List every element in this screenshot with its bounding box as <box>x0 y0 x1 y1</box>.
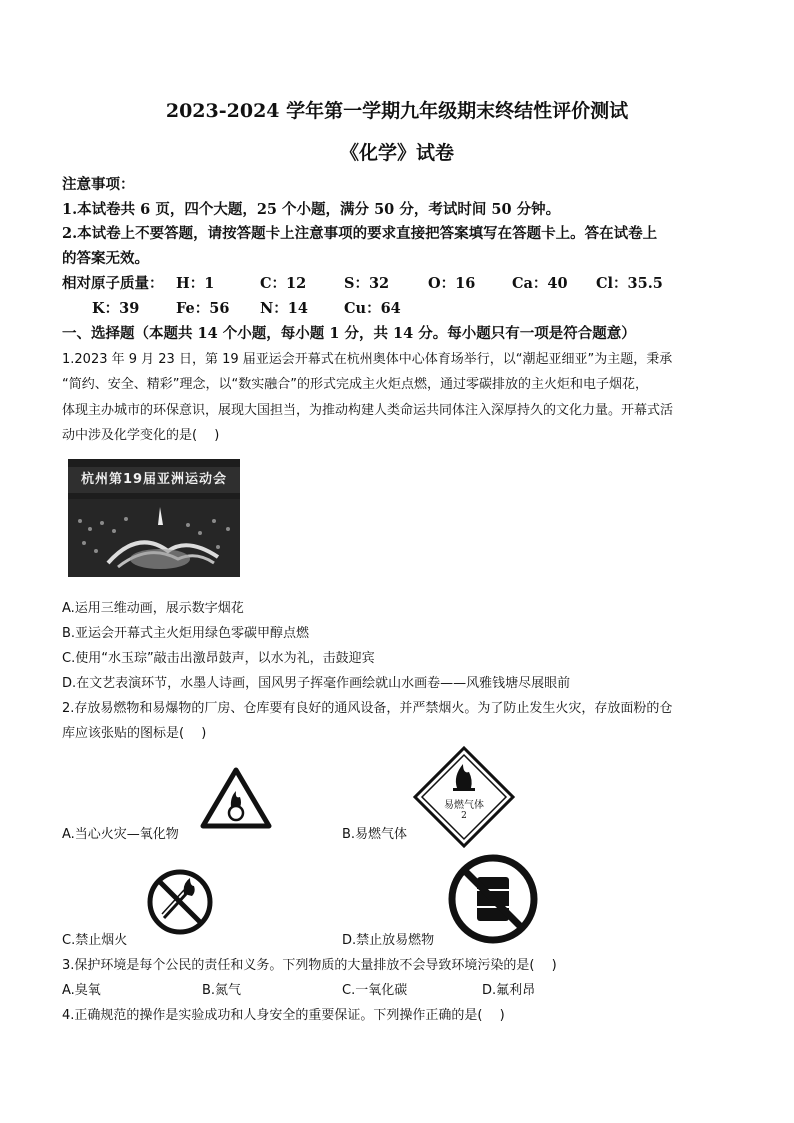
no-fire-icon <box>146 868 214 936</box>
q4-line-1: 4.正确规范的操作是实验成功和人身安全的重要保证。下列操作正确的是( ) <box>62 1008 505 1023</box>
flammable-gas-sign-text: 易燃气体 <box>444 800 484 811</box>
section-1-heading: 一、选择题（本题共 14 个小题，每小题 1 分，共 14 分。每小题只有一项是符合题意） <box>62 325 636 342</box>
exam-title: 2023-2024 学年第一学期九年级期末终结性评价测试 <box>165 100 629 122</box>
q2-option-c: C.禁止烟火 <box>62 933 128 948</box>
flammable-gas-sign <box>413 746 515 848</box>
oxidizer-warning-icon <box>200 767 272 829</box>
ceremony-scene-graphic <box>68 459 240 577</box>
q2-line-2: 库应该张贴的图标是( ) <box>62 726 207 741</box>
atomic-mass-n: N：14 <box>260 300 308 317</box>
atomic-mass-k: K：39 <box>92 300 140 317</box>
atomic-mass-cu: Cu：64 <box>344 300 401 317</box>
q1-line-2: “简约、安全、精彩”理念，以“数实融合”的形式完成主火炬点燃，通过零碳排放的主火炬和电子烟花， <box>62 377 648 392</box>
photo-caption: 杭州第19届亚洲运动会 <box>68 467 240 493</box>
q2-option-b: B.易燃气体 <box>342 827 408 842</box>
flammable-gas-sign-class: 2 <box>461 811 467 821</box>
q1-line-1: 1.2023 年 9 月 23 日，第 19 届亚运会开幕式在杭州奥体中心体育场举行，以“潮起亚细亚”为主题，秉承 <box>62 352 673 367</box>
q1-option-b: B.亚运会开幕式主火炬用绿色零碳甲醇点燃 <box>62 626 310 641</box>
q3-option-a: A.臭氧 <box>62 983 101 998</box>
no-flammable-storage-icon <box>447 853 539 945</box>
q2-line-1: 2.存放易燃物和易爆物的厂房、仓库要有良好的通风设备，并严禁烟火。为了防止发生火灾，存放面粉的仓 <box>62 701 673 716</box>
notes-line-2a: 2.本试卷上不要答题，请按答题卡上注意事项的要求直接把答案填写在答题卡上。答在试卷上 <box>62 225 658 242</box>
q3-option-c: C.一氧化碳 <box>342 983 408 998</box>
atomic-mass-o: O：16 <box>428 275 476 292</box>
q3-option-b: B.氮气 <box>202 983 242 998</box>
atomic-mass-ca: Ca：40 <box>512 275 568 292</box>
notes-line-1: 1.本试卷共 6 页，四个大题，25 个小题，满分 50 分，考试时间 50 分钟。 <box>62 201 561 218</box>
q1-line-3: 体现主办城市的环保意识，展现大国担当，为推动构建人类命运共同体注入深厚持久的文化力量。开幕式活 <box>62 403 674 418</box>
q3-line-1: 3.保护环境是每个公民的责任和义务。下列物质的大量排放不会导致环境污染的是( ) <box>62 958 557 973</box>
atomic-mass-label: 相对原子质量： <box>62 275 164 292</box>
atomic-mass-s: S：32 <box>344 275 390 292</box>
q3-option-d: D.氟利昂 <box>482 983 536 998</box>
notes-heading: 注意事项： <box>62 176 135 193</box>
q1-opening-ceremony-photo <box>68 459 240 577</box>
atomic-mass-fe: Fe：56 <box>176 300 230 317</box>
exam-subtitle: 《化学》试卷 <box>339 142 454 164</box>
q1-option-c: C.使用“水玉琮”敲击出激昂鼓声，以水为礼，击鼓迎宾 <box>62 651 375 666</box>
q2-option-a: A.当心火灾—氧化物 <box>62 827 179 842</box>
atomic-mass-h: H：1 <box>176 275 215 292</box>
notes-line-2b: 的答案无效。 <box>62 250 149 267</box>
q1-line-4: 动中涉及化学变化的是( ) <box>62 428 220 443</box>
atomic-mass-c: C：12 <box>260 275 307 292</box>
q1-option-d: D.在文艺表演环节，水墨人诗画，国风男子挥毫作画绘就山水画卷——风雅钱塘尽展眼前 <box>62 676 571 691</box>
q1-option-a: A.运用三维动画，展示数字烟花 <box>62 601 244 616</box>
atomic-mass-cl: Cl：35.5 <box>596 275 663 292</box>
q2-option-d: D.禁止放易燃物 <box>342 933 435 948</box>
